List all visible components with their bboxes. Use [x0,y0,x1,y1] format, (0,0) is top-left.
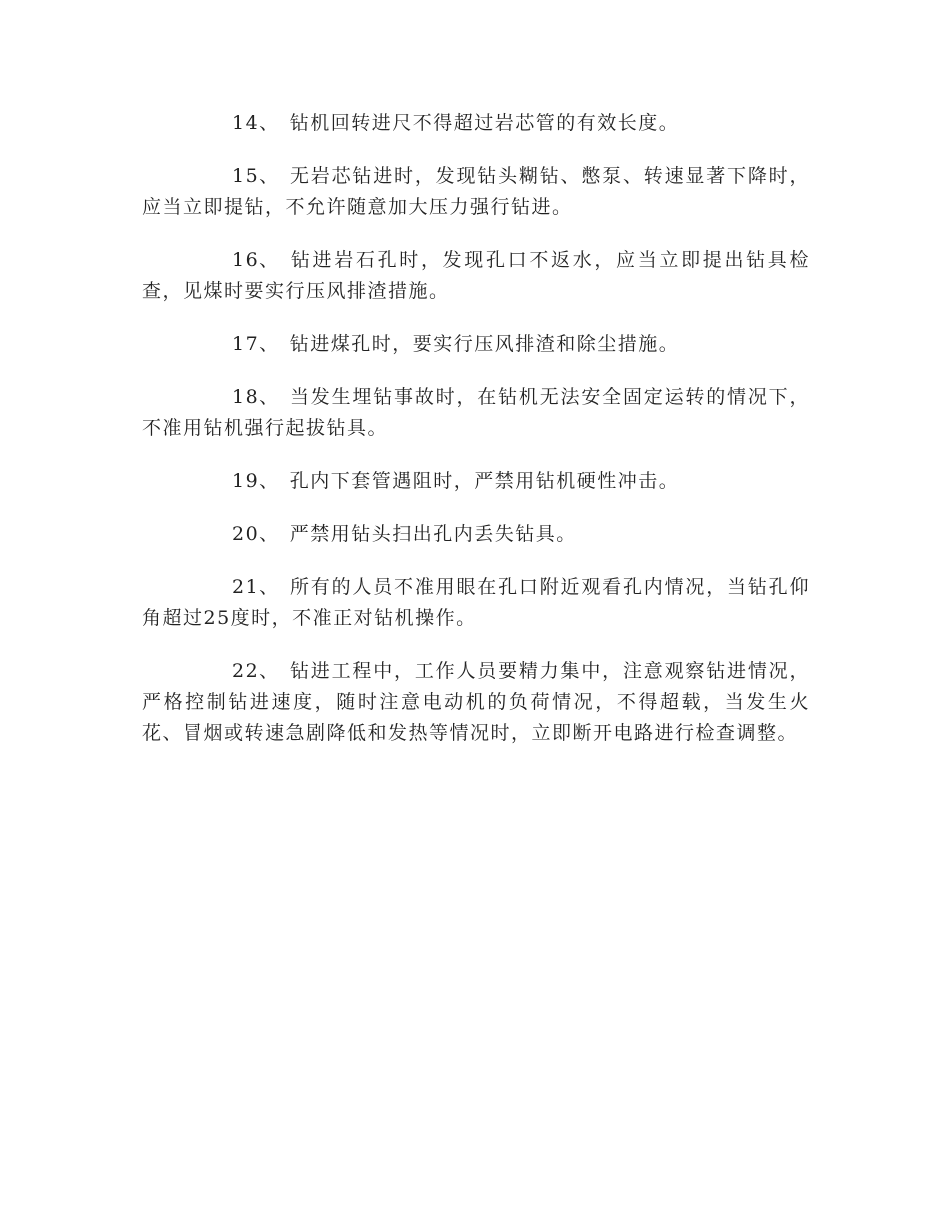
item-text: 严禁用钻头扫出孔内丢失钻具。 [289,523,577,545]
item-number: 17、 [232,333,280,355]
item-number: 14、 [232,112,280,134]
item-text: 钻机回转进尺不得超过岩芯管的有效长度。 [289,112,680,134]
list-item-20 [142,519,810,550]
item-text: 钻进岩石孔时，发现孔口不返水，应当立即提出钻具检查，见煤时要实行压风排渣措施。 [142,249,810,302]
item-number: 21、 [232,576,280,598]
list-item-15 [142,161,810,223]
item-number: 15、 [232,165,280,187]
document-body [142,108,810,771]
item-number: 18、 [232,386,280,408]
item-number: 22、 [232,660,280,682]
item-text: 无岩芯钻进时，发现钻头糊钻、憋泵、转速显著下降时，应当立即提钻，不允许随意加大压力强行钻进。 [142,165,810,218]
item-number: 20、 [232,523,280,545]
item-number: 19、 [232,470,280,492]
item-text: 钻进工程中，工作人员要精力集中，注意观察钻进情况，严格控制钻进速度，随时注意电动机的负荷情况，不得超载，当发生火花、冒烟或转速急剧降低和发热等情况时，立即断开电路进行检查调整。 [142,660,810,744]
list-item-21 [142,572,810,634]
list-item-22 [142,656,810,749]
item-number: 16、 [232,249,280,271]
list-item-17 [142,329,810,360]
item-text: 孔内下套管遇阻时，严禁用钻机硬性冲击。 [289,470,680,492]
item-text: 所有的人员不准用眼在孔口附近观看孔内情况，当钻孔仰角超过25度时，不准正对钻机操作。 [142,576,810,629]
item-text: 钻进煤孔时，要实行压风排渣和除尘措施。 [289,333,680,355]
list-item-19 [142,466,810,497]
list-item-16 [142,245,810,307]
item-text: 当发生埋钻事故时，在钻机无法安全固定运转的情况下，不准用钻机强行起拔钻具。 [142,386,810,439]
list-item-14 [142,108,810,139]
list-item-18 [142,382,810,444]
